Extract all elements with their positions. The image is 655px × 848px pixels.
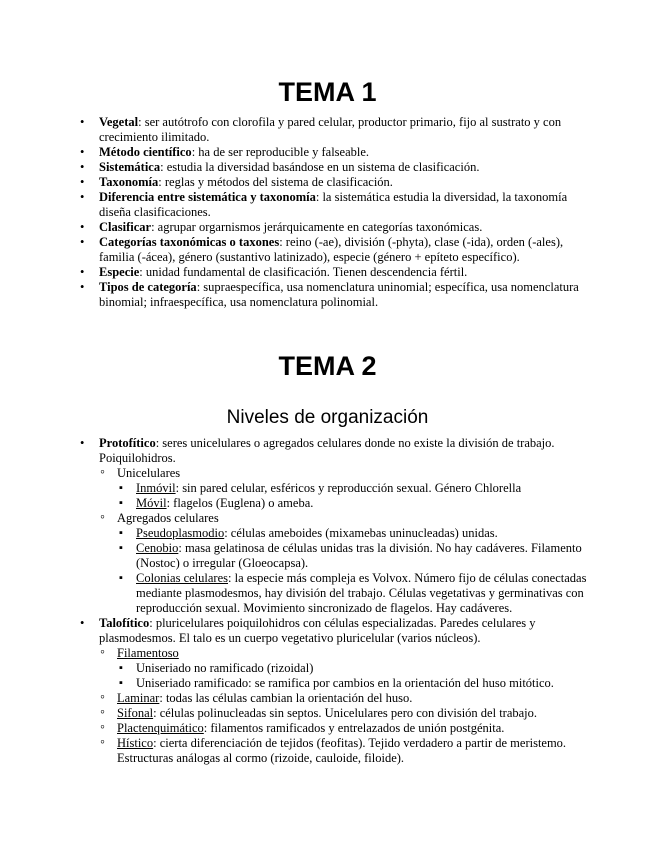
sublist-item — [99, 736, 590, 766]
definition: : flagelos (Euglena) o ameba. — [166, 496, 314, 510]
list-item — [80, 265, 590, 280]
term: Plactenquimático — [117, 721, 204, 735]
sublist-item — [99, 706, 590, 721]
term: Laminar — [117, 691, 160, 705]
sublist-item — [99, 466, 590, 511]
definition: : seres unicelulares o agregados celulares donde no existe la división de trabajo. Poiquilohidros. — [99, 436, 555, 465]
tema2-list — [80, 436, 590, 766]
list-item — [80, 235, 590, 265]
subsublist-item: ▪ Uniseriado no ramificado (rizoidal) — [117, 661, 590, 676]
definition: : ha de ser reproducible y falseable. — [191, 145, 370, 159]
subsublist-item: ▪ Uniseriado ramificado: se ramifica por cambios en la orientación del huso mitótico. — [117, 676, 590, 691]
subsublist-item — [117, 571, 590, 616]
sublist-item — [99, 721, 590, 736]
term: Talofítico — [99, 616, 150, 630]
definition: : ser autótrofo con clorofila y pared celular, productor primario, fijo al sustrato y con crecimiento ilimitado. — [99, 115, 562, 144]
term: Método científico — [99, 145, 192, 159]
list-item — [80, 160, 590, 175]
term: Móvil — [136, 496, 167, 510]
subsublist-item — [117, 496, 590, 511]
subsublist-item — [117, 541, 590, 571]
term: Protofítico — [99, 436, 156, 450]
term: Inmóvil — [136, 481, 176, 495]
term: Colonias celulares — [136, 571, 228, 585]
definition: : pluricelulares poiquilohidros con células especializadas. Paredes celulares y plasmodesmos. El talo es un cuerpo vegetativo pluricelular (varios núcleos). — [99, 616, 536, 645]
term: Hístico — [117, 736, 154, 750]
sublist — [99, 646, 590, 766]
list-item-protofitico — [80, 436, 590, 616]
term: Cenobio — [136, 541, 179, 555]
definition: : reglas y métodos del sistema de clasificación. — [158, 175, 393, 189]
term: Diferencia entre sistemática y taxonomía — [99, 190, 316, 204]
term: Sifonal — [117, 706, 154, 720]
definition: : unidad fundamental de clasificación. Tienen descendencia fértil. — [139, 265, 468, 279]
subsublist — [117, 481, 590, 511]
list-item — [80, 220, 590, 235]
subsublist-item — [117, 526, 590, 541]
tema1-list — [80, 115, 590, 310]
sublist-label: Unicelulares — [117, 466, 181, 480]
subsublist-item — [117, 481, 590, 496]
term: Sistemática — [99, 160, 161, 174]
sublist-item — [99, 646, 590, 691]
tema2-heading: TEMA 2 — [278, 351, 377, 381]
list-item-talofitico — [80, 616, 590, 766]
definition: : masa gelatinosa de células unidas tras la división. No hay cadáveres. Filamento (Nostoc) o irregular (Gloeocapsa). — [136, 541, 582, 570]
sublist — [99, 466, 590, 616]
term: Tipos de categoría — [99, 280, 197, 294]
term: Clasificar — [99, 220, 152, 234]
subsublist — [117, 526, 590, 616]
sublist-item — [99, 691, 590, 706]
list-item — [80, 145, 590, 160]
definition: : supraespecífica, usa nomenclatura uninomial; específica, usa nomenclatura binomial; infraespecífica, usa nomenclatura polinomial. — [99, 280, 579, 309]
list-item — [80, 280, 590, 310]
term: Categorías taxonómicas o taxones — [99, 235, 280, 249]
sublist-label: Agregados celulares — [117, 511, 219, 525]
definition: : estudia la diversidad basándose en un sistema de clasificación. — [160, 160, 480, 174]
definition: : reino (-ae), división (-phyta), clase (-ida), orden (-ales), familia (-ácea), género (sustantivo latinizado), especie (género + epíteto específico). — [99, 235, 564, 264]
definition: : la sistemática estudia la diversidad, la taxonomía diseña clasificaciones. — [99, 190, 568, 219]
definition: : cierta diferenciación de tejidos (feofitas). Tejido verdadero a partir de meristemo. Estructuras análogas al cormo (rizoide, cauloide, filoide). — [117, 736, 567, 765]
tema1-heading: TEMA 1 — [278, 77, 377, 107]
list-item — [80, 175, 590, 190]
definition: : la especie más compleja es Volvox. Número fijo de células conectadas mediante plasmodesmos, hay división del trabajo. Células vegetativas y germinativas con reproducción sexual. Movimiento sincronizado de flagelos. Hay cadáveres. — [136, 571, 587, 615]
definition: : sin pared celular, esféricos y reproducción sexual. Género Chlorella — [175, 481, 522, 495]
sublist-label: Filamentoso — [117, 646, 179, 660]
list-item — [80, 115, 590, 145]
term: Taxonomía — [99, 175, 159, 189]
definition: : todas las células cambian la orientación del huso. — [159, 691, 413, 705]
term: Vegetal — [99, 115, 139, 129]
definition: : células ameboides (mixamebas uninucleadas) unidas. — [224, 526, 498, 540]
definition: : filamentos ramificados y entrelazados de unión postgénita. — [203, 721, 505, 735]
term: Pseudoplasmodio — [136, 526, 225, 540]
subsublist — [117, 661, 590, 691]
tema2-subheading: Niveles de organización — [226, 407, 429, 428]
definition: : agrupar orgarnismos jerárquicamente en categorías taxonómicas. — [151, 220, 483, 234]
definition: : células polinucleadas sin septos. Unicelulares pero con división del trabajo. — [153, 706, 538, 720]
sublist-item — [99, 511, 590, 616]
list-item — [80, 190, 590, 220]
term: Especie — [99, 265, 140, 279]
